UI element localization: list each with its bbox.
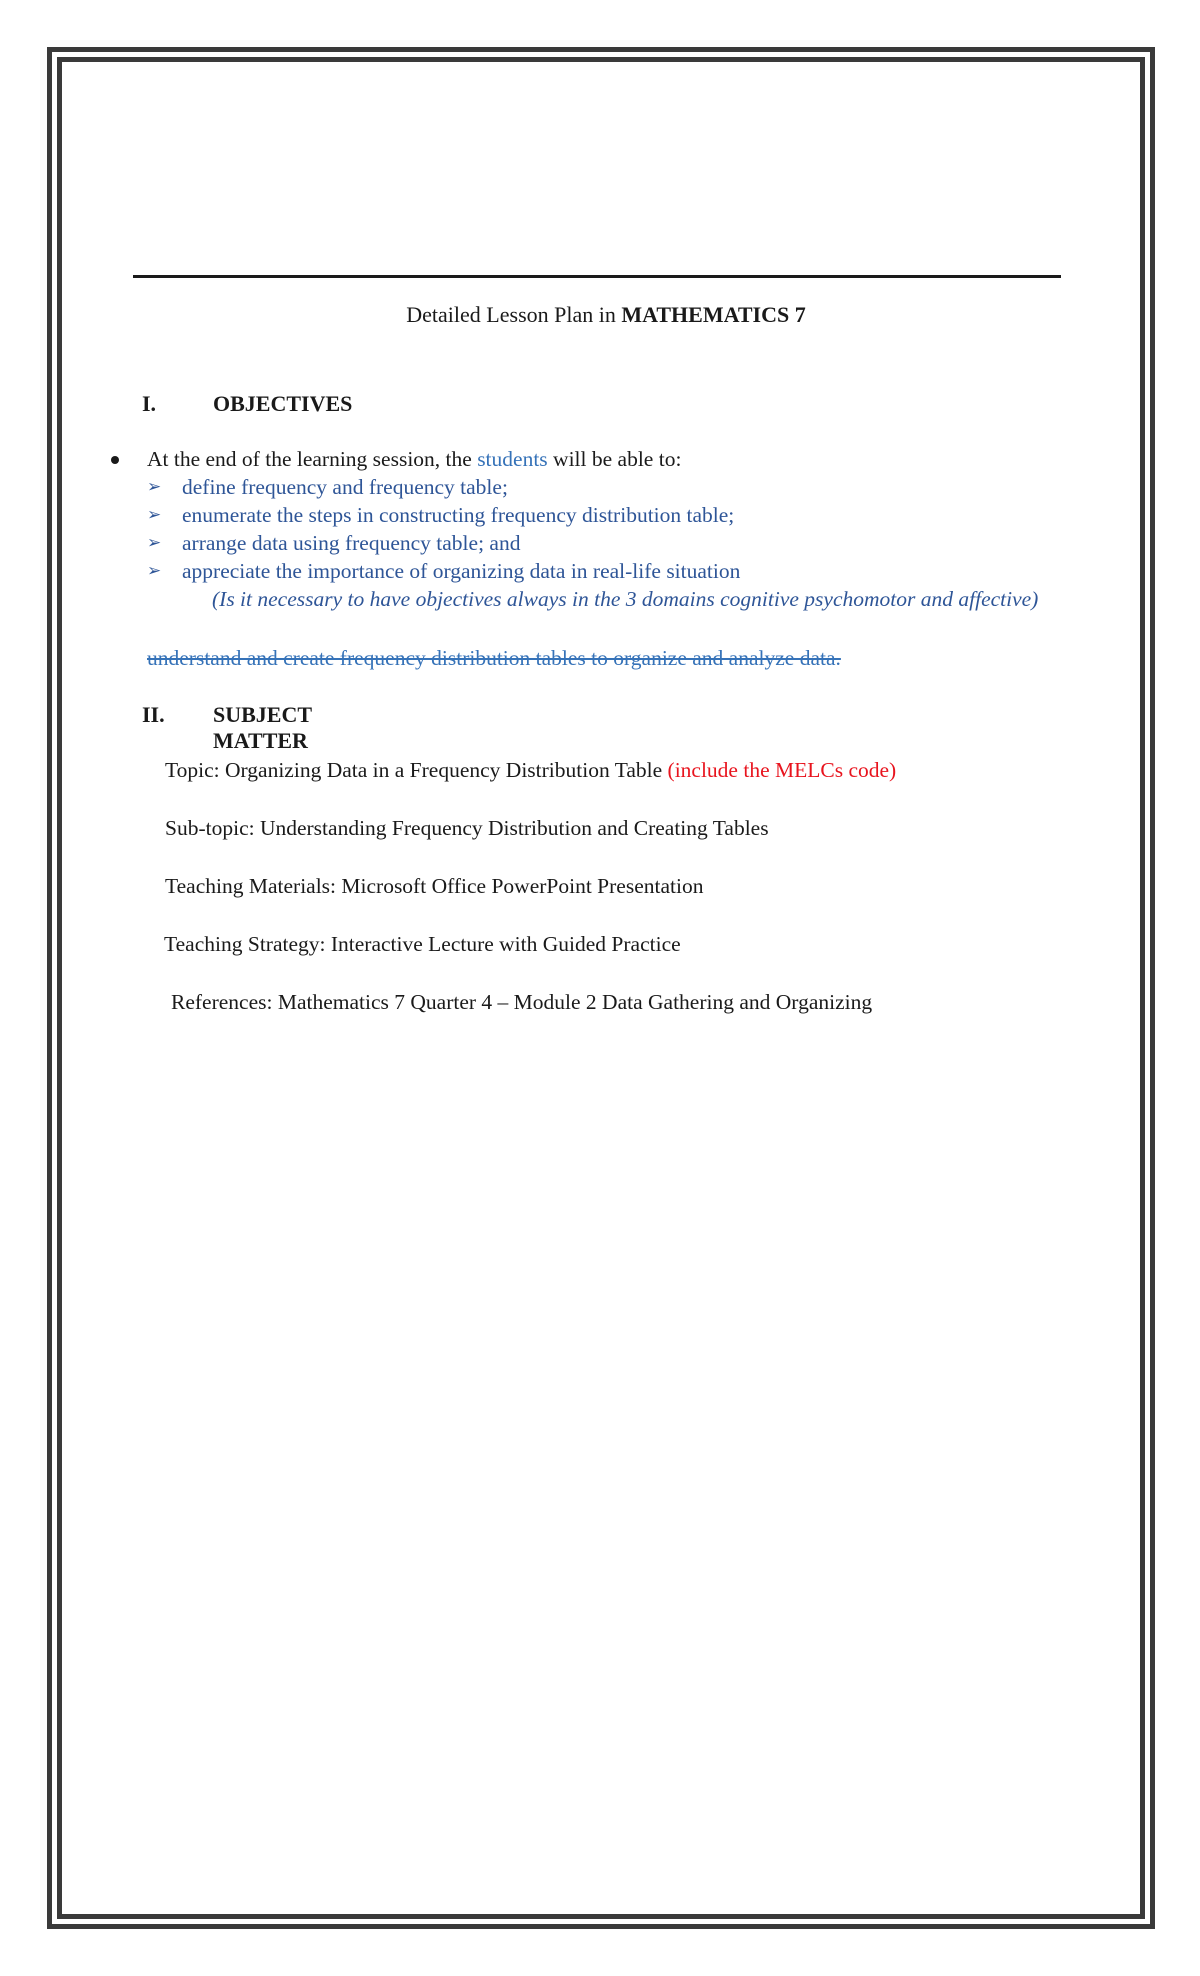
struck-objective: understand and create frequency distribution tables to organize and analyze data. <box>147 646 841 670</box>
references-line: References: Mathematics 7 Quarter 4 – Module 2 Data Gathering and Organizing <box>171 990 873 1014</box>
reviewer-comment: (Is it necessary to have objectives always in the 3 domains cognitive psychomotor and affective) <box>212 587 1039 611</box>
objective-item: arrange data using frequency table; and <box>182 531 521 555</box>
objective-item: appreciate the importance of organizing data in real-life situation <box>182 559 741 583</box>
arrow-bullet-icon: ➢ <box>147 477 162 497</box>
intro-text: At the end of the learning session, the <box>147 447 478 471</box>
bullet-icon <box>111 456 119 464</box>
objectives-intro <box>147 447 681 472</box>
arrow-bullet-icon: ➢ <box>147 561 162 581</box>
topic-note: (include the MELCs code) <box>667 758 897 782</box>
topic-line <box>165 758 896 783</box>
title-subject: MATHEMATICS 7 <box>621 302 806 327</box>
objective-item: enumerate the steps in constructing frequency distribution table; <box>182 503 735 527</box>
document-title <box>0 302 1200 328</box>
section-title: OBJECTIVES <box>213 391 353 416</box>
section-title: SUBJECT MATTER <box>213 702 312 753</box>
subtopic-line: Sub-topic: Understanding Frequency Distribution and Creating Tables <box>165 816 769 840</box>
objective-item: define frequency and frequency table; <box>182 475 508 499</box>
title-prefix: Detailed Lesson Plan in <box>406 302 622 327</box>
section-number: I. <box>142 391 157 416</box>
materials-line: Teaching Materials: Microsoft Office PowerPoint Presentation <box>165 874 704 898</box>
section-number: II. <box>142 702 165 727</box>
page-border-inner <box>57 57 1145 1919</box>
intro-highlight: students <box>477 447 548 471</box>
arrow-bullet-icon: ➢ <box>147 533 162 553</box>
header-rule <box>133 275 1061 278</box>
arrow-bullet-icon: ➢ <box>147 505 162 525</box>
strategy-line: Teaching Strategy: Interactive Lecture with Guided Practice <box>164 932 681 956</box>
intro-text-end: will be able to: <box>547 447 682 471</box>
topic-text: Topic: Organizing Data in a Frequency Distribution Table <box>165 758 668 782</box>
